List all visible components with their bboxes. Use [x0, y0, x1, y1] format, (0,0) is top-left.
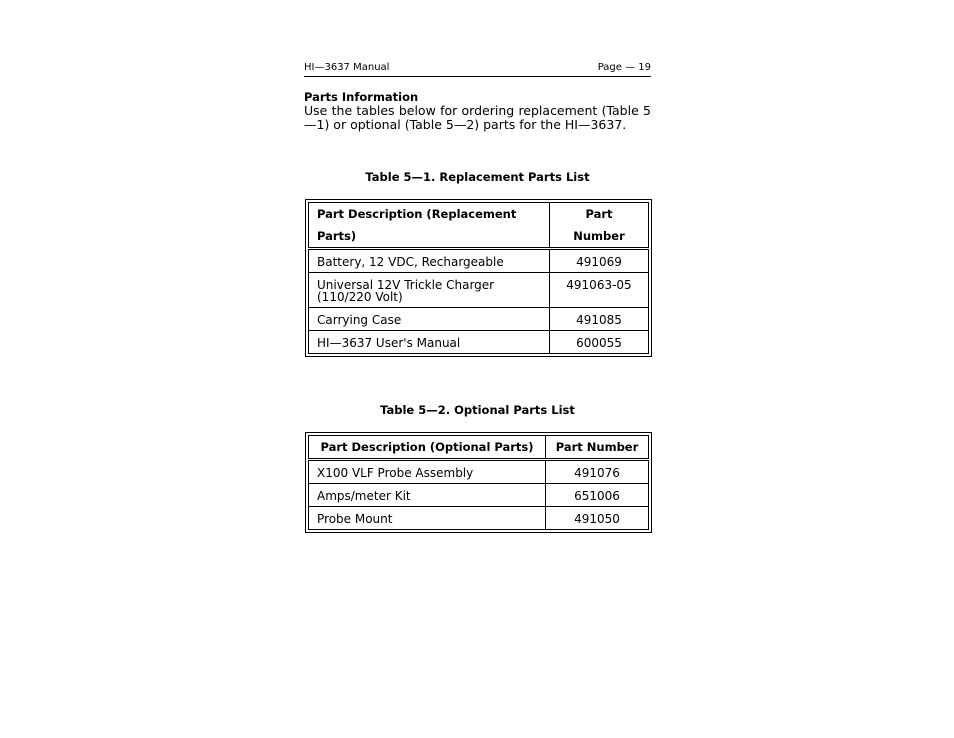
column-header-part-number: Part Number: [550, 203, 649, 249]
optional-parts-table: [308, 435, 649, 530]
manual-title: HI—3637 Manual: [304, 62, 390, 73]
replacement-parts-table: [308, 202, 649, 354]
page-number: Page — 19: [597, 62, 651, 73]
optional-parts-table-frame: [305, 432, 652, 533]
part-number: 491069: [550, 249, 649, 273]
column-header-description: Part Description (Optional Parts): [309, 436, 546, 460]
table-row: [309, 308, 649, 331]
running-header: [304, 60, 651, 77]
part-description: Universal 12V Trickle Charger (110/220 Volt): [309, 273, 550, 308]
part-description: Battery, 12 VDC, Rechargeable: [309, 249, 550, 273]
table-row: [309, 273, 649, 308]
column-header-part-number: Part Number: [546, 436, 649, 460]
part-description: HI—3637 User's Manual: [309, 331, 550, 354]
manual-page: [304, 60, 651, 533]
part-number: 491076: [546, 460, 649, 484]
part-description: X100 VLF Probe Assembly: [309, 460, 546, 484]
column-header-description: Part Description (Replacement Parts): [309, 203, 550, 249]
table-1-caption: Table 5—1. Replacement Parts List: [365, 170, 590, 184]
part-number: 651006: [546, 484, 649, 507]
table-row: [309, 460, 649, 484]
part-number: 491063-05: [550, 273, 649, 308]
intro-paragraph: Use the tables below for ordering replacement (Table 5—1) or optional (Table 5—2) parts for the HI—3637.: [304, 103, 651, 132]
table-2-caption: Table 5—2. Optional Parts List: [380, 403, 575, 417]
replacement-parts-table-frame: [305, 199, 652, 357]
part-number: 491085: [550, 308, 649, 331]
part-number: 491050: [546, 507, 649, 530]
part-description: Probe Mount: [309, 507, 546, 530]
table-header-row: [309, 203, 649, 249]
table-row: [309, 249, 649, 273]
section-title: Parts Information: [304, 90, 419, 104]
table-row: [309, 331, 649, 354]
table-row: [309, 484, 649, 507]
table-header-row: [309, 436, 649, 460]
part-number: 600055: [550, 331, 649, 354]
part-description: Amps/meter Kit: [309, 484, 546, 507]
part-description: Carrying Case: [309, 308, 550, 331]
table-row: [309, 507, 649, 530]
